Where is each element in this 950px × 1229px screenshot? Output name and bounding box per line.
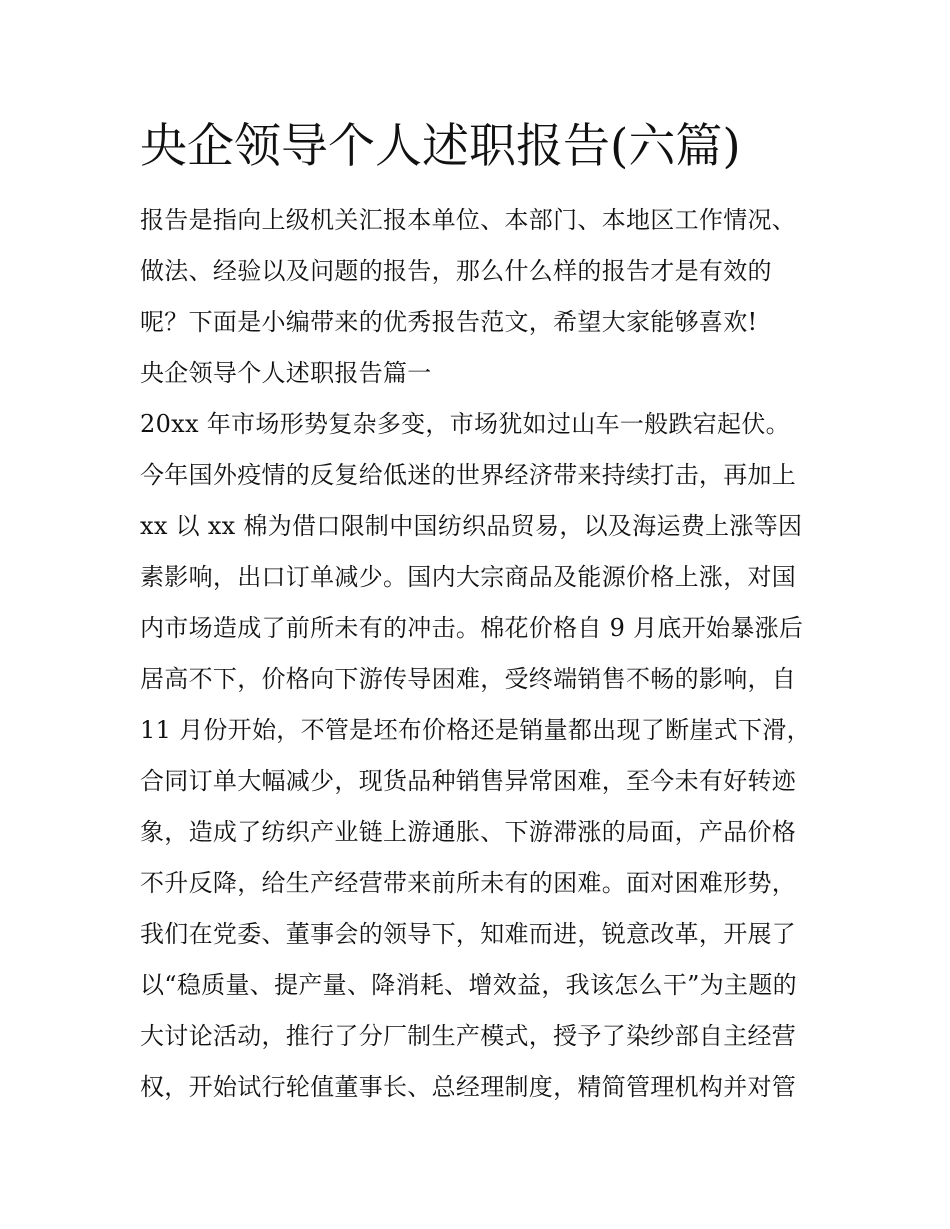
paragraph-line: 呢？下面是小编带来的优秀报告范文，希望大家能够喜欢! [140, 308, 758, 336]
paragraph-line: 我们在党委、董事会的领导下，知难而进，锐意改革，开展了 [140, 920, 797, 948]
paragraph-line: 合同订单大幅减少，现货品种销售异常困难，至今未有好转迹 [140, 767, 797, 795]
paragraph-line: 大讨论活动，推行了分厂制生产模式，授予了染纱部自主经营 [140, 1022, 797, 1050]
document-title: 央企领导个人述职报告(六篇) [140, 119, 741, 174]
paragraph-line: 权，开始试行轮值董事长、总经理制度，精简管理机构并对管 [140, 1073, 797, 1101]
paragraph-line: 素影响，出口订单减少。国内大宗商品及能源价格上涨，对国 [140, 563, 797, 591]
paragraph-line: 今年国外疫情的反复给低迷的世界经济带来持续打击，再加上 [140, 461, 797, 489]
paragraph-line: 20xx 年市场形势复杂多变，市场犹如过山车一般跌宕起伏。 [140, 410, 790, 438]
paragraph-line: 以“稳质量、提产量、降消耗、增效益，我该怎么干”为主题的 [140, 971, 797, 999]
paragraph-line: 象，造成了纺织产业链上游通胀、下游滞涨的局面，产品价格 [140, 818, 797, 846]
paragraph-line: 做法、经验以及问题的报告，那么什么样的报告才是有效的 [140, 257, 772, 285]
section-heading: 央企领导个人述职报告篇一 [140, 359, 432, 387]
paragraph-line: 11 月份开始，不管是坯布价格还是销量都出现了断崖式下滑， [140, 716, 811, 744]
paragraph-line: 居高不下，价格向下游传导困难，受终端销售不畅的影响，自 [140, 665, 797, 693]
paragraph-line: 内市场造成了前所未有的冲击。棉花价格自 9 月底开始暴涨后 [140, 614, 804, 642]
paragraph-line: xx 以 xx 棉为借口限制中国纺织品贸易，以及海运费上涨等因 [140, 512, 803, 540]
paragraph-line: 不升反降，给生产经营带来前所未有的困难。面对困难形势， [140, 869, 797, 897]
paragraph-line: 报告是指向上级机关汇报本单位、本部门、本地区工作情况、 [140, 206, 797, 234]
